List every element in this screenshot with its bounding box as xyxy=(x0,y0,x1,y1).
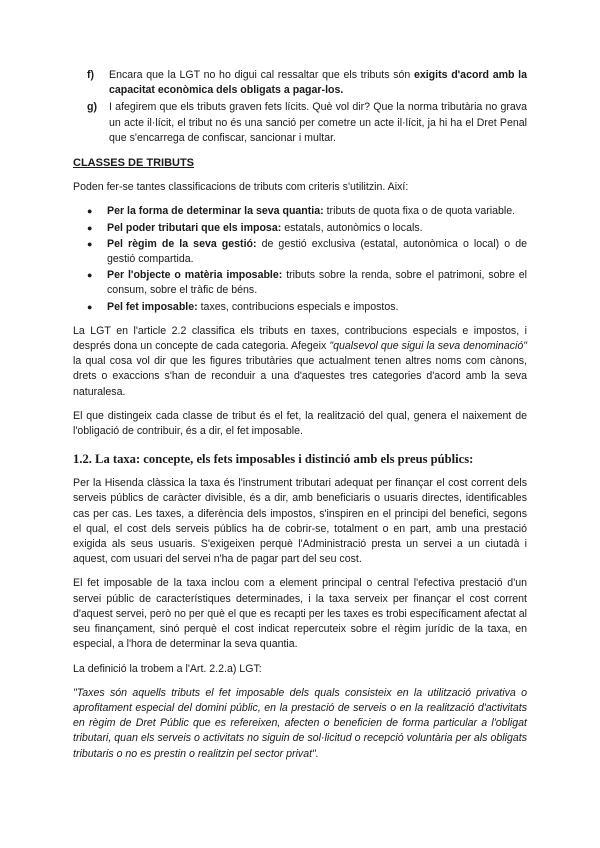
bullet-icon: ● xyxy=(87,301,93,312)
list-item-text: I afegirem que els tributs graven fets lícits. Què vol dir? Que la norma tributària no grava un acte il·lícit, el tribut no és una sanció per cometre un acte il·lícit, ja hi ha el Dret Penal que s'encarrega de confiscar, sancionar i multar. xyxy=(109,101,527,144)
bullet-bold: Per la forma de determinar la seva quantia: xyxy=(107,205,324,218)
bullet-text: taxes, contribucions especials e impostos. xyxy=(197,300,399,313)
bullet-icon: ● xyxy=(87,270,93,281)
bullet-text: tributs sobre la renda, sobre el patrimoni, sobre el consum, sobre el tràfic de béns. xyxy=(107,269,527,297)
bullet-text: de gestió exclusiva (estatal, autonòmica o local) o de gestió compartida. xyxy=(107,237,527,266)
classification-list xyxy=(73,204,527,314)
taxa-paragraph-2: El fet imposable de la taxa inclou com a element principal o central l'efectiva prestació d'un servei públic de característiques determinades, i la taxa serveix per finançar el cost corrent d'aquest servei, però no per què el que es recapti per les taxes es trobi específicament afectat al seu finançament, sinó perquè el cost indicat repercuteix sobre el règim jurídic de la taxa, en especial, a l'hora de determinar la seva quantia. xyxy=(73,577,527,651)
bullet-item xyxy=(73,237,527,267)
bullet-text: tributs de quota fixa o de quota variable. xyxy=(323,205,516,218)
bullet-text: estatals, autonòmics o locals. xyxy=(281,221,423,234)
bullet-item xyxy=(73,204,527,219)
bullet-icon: ● xyxy=(87,222,93,233)
bullet-item xyxy=(73,221,527,236)
list-item-text-plain: Encara que la LGT no ho digui cal ressaltar que els tributs són xyxy=(109,69,414,81)
taxa-paragraph-1: Per la Hisenda clàssica la taxa és l'instrument tributari adequat per finançar el cost corrent dels serveis públics de caràcter divisible, és a dir, amb beneficiaris o usuaris directes, identificables cas per cas. Les taxes, a diferència dels impostos, s'inspiren en el principi del benefici, segons el qual, el cost dels serveis públics ha de cobrir-se, totalment o en part, amb una prestació exigida als seus usuaris. S'exigeixen perquè l'Administració presta un servei a un ciutadà i aquest, com usuari del servei n'ha de pagar part del seu cost. xyxy=(73,477,527,566)
bullet-bold: Pel règim de la seva gestió: xyxy=(107,237,257,250)
lgt-paragraph xyxy=(73,324,527,400)
bullet-bold: Pel fet imposable: xyxy=(107,300,198,313)
lgt-paragraph-text: la qual cosa vol dir que les figures tributàries que actualment tenen altres noms com cànons, drets o exaccions s'han de reconduir a una d'aquestes tres categories d'acord amb la seva naturalesa. xyxy=(73,355,527,398)
lgt-paragraph-text: La LGT en l'article 2.2 classifica els tributs en taxes, contribucions especials e impostos, i després dona un concepte de cada categoria. Afegeix xyxy=(73,324,527,353)
list-item-f xyxy=(73,68,527,98)
section-title: 1.2. La taxa: concepte, els fets imposables i distinció amb els preus públics: xyxy=(73,452,474,467)
definition-intro: La definició la trobem a l'Art. 2.2.a) LGT: xyxy=(73,662,262,675)
distinction-paragraph: El que distingeix cada classe de tribut és el fet, la realització del qual, genera el naixement de l'obligació de contribuir, és a dir, el fet imposable. xyxy=(73,409,527,438)
bullet-bold: Pel poder tributari que els imposa: xyxy=(107,221,282,234)
bullet-item xyxy=(73,268,527,298)
definition-quote: "Taxes són aquells tributs el fet imposable dels quals consisteix en la utilització privativa o aprofitament especial del domini públic, en la prestació de serveis o en la realització d'activitats en règim de Dret Públic que es refereixen, afecten o beneficien de forma particular a l'obligat tributari, quan els serveis o activitats no siguin de sol·licitud o recepció voluntària per als obligats tributaris o no es prestin o realitzin pel sector privat". xyxy=(73,686,527,760)
bullet-item xyxy=(73,300,527,315)
classes-heading: CLASSES DE TRIBUTS xyxy=(73,157,195,170)
lgt-paragraph-quote: "qualsevol que sigui la seva denominació" xyxy=(329,340,527,353)
list-marker: f) xyxy=(87,69,95,81)
bullet-icon: ● xyxy=(87,238,93,249)
list-item-text xyxy=(109,68,527,98)
classes-intro: Poden fer-se tantes classificacions de tributs com criteris s'utilitzin. Així: xyxy=(73,181,409,194)
list-marker: g) xyxy=(87,101,97,114)
bullet-icon: ● xyxy=(87,206,93,217)
bullet-bold: Per l'objecte o matèria imposable: xyxy=(107,269,283,282)
document-page xyxy=(73,68,527,762)
list-item-g xyxy=(73,100,527,146)
list-item-text-bold: exigits d'acord amb la capacitat econòmica dels obligats a pagar-los. xyxy=(109,69,527,97)
